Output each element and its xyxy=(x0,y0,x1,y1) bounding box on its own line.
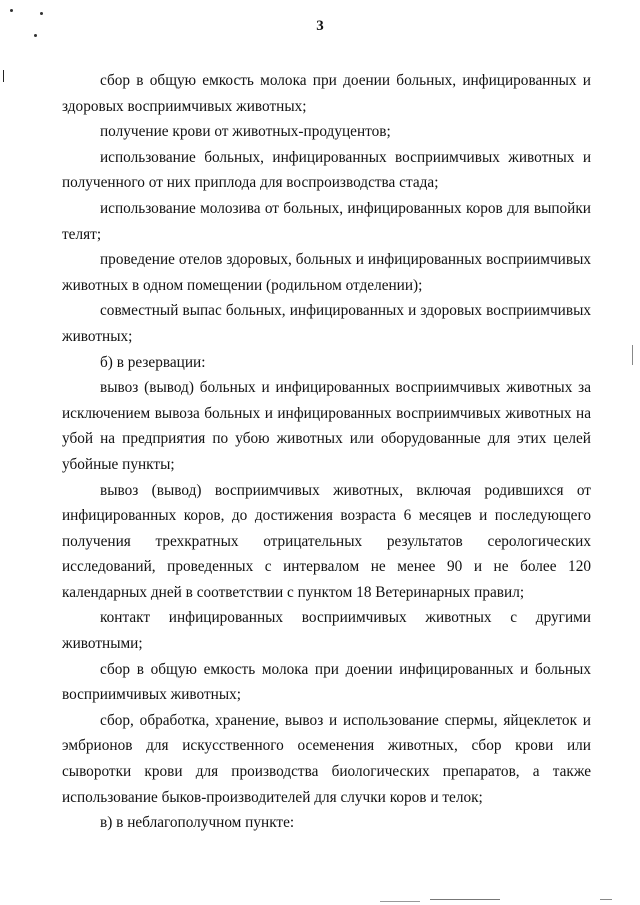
scan-speck xyxy=(10,9,13,12)
paragraph: контакт инфицированных восприимчивых животных с другими животными; xyxy=(62,609,591,653)
paragraph: сбор, обработка, хранение, вывоз и использование спермы, яйцеклеток и эмбрионов для искусственного осеменения животных, сбор крови или сыворотки крови для производства биологических препаратов, а также использование быков-производителей для случки коров и телок; xyxy=(62,711,591,806)
paragraph: проведение отелов здоровых, больных и инфицированных восприимчивых животных в одном помещении (родильном отделении); xyxy=(62,251,591,294)
page-number: 3 xyxy=(316,18,324,34)
scan-edge-line xyxy=(3,70,4,82)
scan-edge-line xyxy=(430,899,500,900)
scan-edge-line xyxy=(632,345,633,365)
paragraph: получение крови от животных-продуцентов; xyxy=(100,123,391,141)
paragraph: сбор в общую емкость молока при доении инфицированных и больных восприимчивых животных; xyxy=(62,660,591,704)
paragraph: вывоз (вывод) больных и инфицированных восприимчивых животных за исключением вывоза больных и инфицированных восприимчивых животных на убой на предприятия по убою животных или оборудованные для этих целей убойные пункты; xyxy=(62,379,591,473)
scan-speck xyxy=(40,12,43,15)
section-heading: в) в неблагополучном пункте: xyxy=(100,814,295,832)
scan-edge-line xyxy=(380,901,420,902)
paragraph: сбор в общую емкость молока при доении больных, инфицированных и здоровых восприимчивых животных; xyxy=(62,72,591,115)
paragraph: вывоз (вывод) восприимчивых животных, включая родившихся от инфицированных коров, до достижения возраста 6 месяцев и последующего получения трехкратных отрицательных результатов серологических исследований, проведенных с интервалом не менее 90 и не более 120 календарных дней в соответствии с пунктом 18 Ветеринарных правил; xyxy=(62,481,591,601)
scan-edge-line xyxy=(600,899,612,900)
paragraph: использование больных, инфицированных восприимчивых животных и полученного от них приплода для воспроизводства стада; xyxy=(62,148,591,192)
document-body xyxy=(62,68,591,836)
paragraph: совместный выпас больных, инфицированных и здоровых восприимчивых животных; xyxy=(62,302,591,345)
section-heading: б) в резервации: xyxy=(100,353,206,371)
paragraph: использование молозива от больных, инфицированных коров для выпойки телят; xyxy=(62,199,591,243)
